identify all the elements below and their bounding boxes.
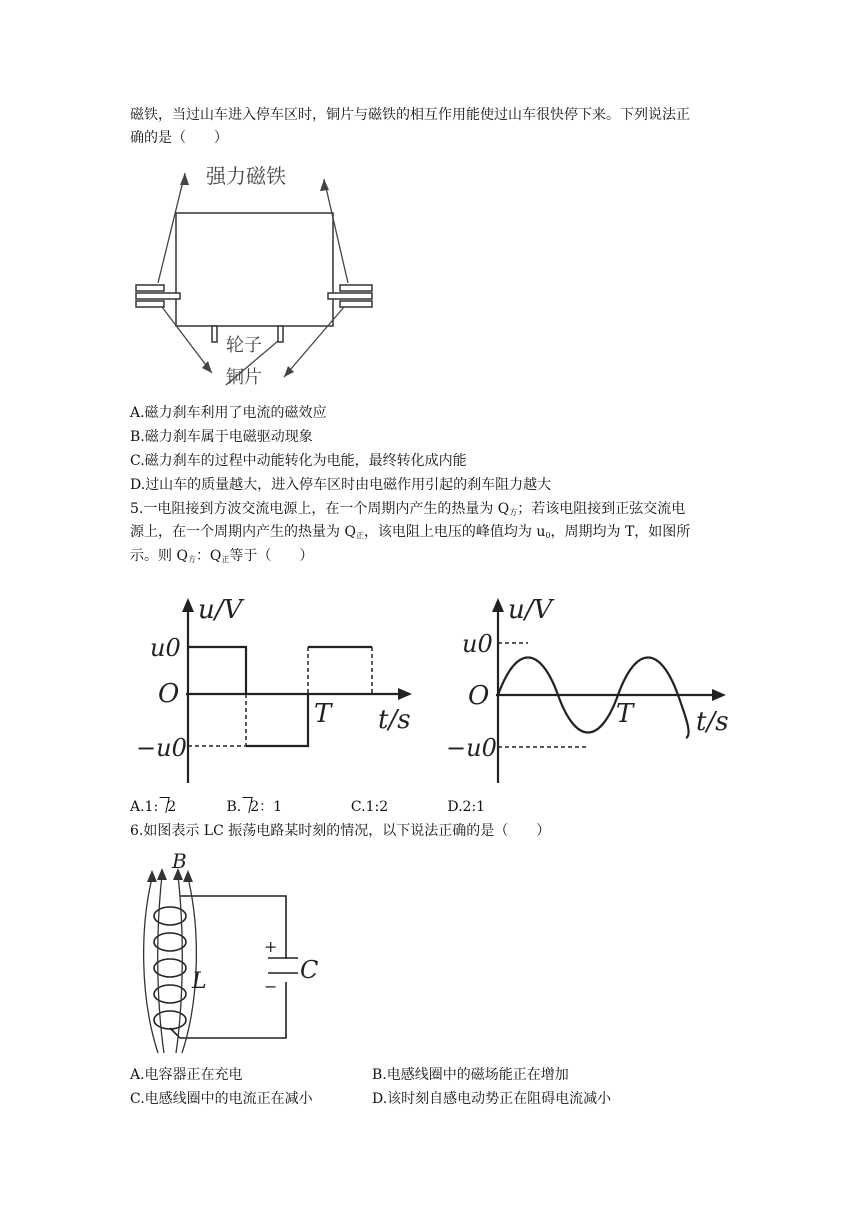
label-l: L (192, 969, 207, 994)
sine-label-neg-u0: −u0 (446, 734, 497, 762)
sine-axis-u: u/V (508, 595, 553, 625)
minus-sign: − (264, 977, 278, 996)
q5-stem-1b: ；若该电阻接到正弦交流电 (517, 501, 686, 517)
q5-option-a-root: 2 (167, 799, 177, 815)
q5-option-b-prefix: B. (226, 799, 242, 815)
q5-option-b-root: 2 (250, 799, 260, 815)
q4-stem-line1: 磁铁，当过山车进入停车区时，铜片与磁铁的相互作用能使过山车很快停下来。下列说法正 (130, 107, 690, 123)
q5-option-a (130, 796, 222, 818)
q5-options-row (130, 796, 485, 818)
q5-sub-fang-2: 方 (187, 555, 196, 564)
square-label-period: T (314, 699, 332, 729)
q5-stem-3b: ：Q (195, 548, 222, 564)
square-axis-u: u/V (198, 595, 243, 625)
q5-stem-2b: ，该电阻上电压的峰值均为 u (363, 524, 546, 540)
q5-stem-3a: 示。则 Q (130, 548, 188, 564)
label-b: B (172, 849, 187, 873)
square-label-u0: u0 (150, 634, 181, 662)
q6-option-d: D.该时刻自感电动势正在阻碍电流减小 (372, 1091, 612, 1107)
q5-option-a-prefix: A.1: (130, 799, 159, 815)
q4-stem-line2: 确的是（ ） (130, 130, 228, 146)
q5-sub-zheng: 正 (355, 531, 364, 540)
sqrt-symbol (158, 796, 176, 818)
copper-label: 铜片 (226, 367, 262, 388)
q5-stem-2a: 源上，在一个周期内产生的热量为 Q (130, 524, 356, 540)
q4-option-a: A.磁力刹车利用了电流的磁效应 (130, 405, 327, 421)
q4-option-d: D.过山车的质量越大，进入停车区时由电磁作用引起的刹车阻力越大 (130, 477, 552, 493)
q4-option-b: B.磁力刹车属于电磁驱动现象 (130, 429, 313, 445)
lc-circuit-figure (130, 848, 330, 1058)
q6-option-c: C.电感线圈中的电流正在减小 (130, 1091, 313, 1107)
q5-stem-3c: 等于（ ） (229, 548, 314, 564)
q5-stem-line3 (130, 545, 313, 571)
q5-stem-line2 (130, 521, 690, 547)
q5-stem-2c: ，周期均为 T，如图所 (550, 524, 691, 540)
q5-sub-zheng-2: 正 (221, 555, 230, 564)
wheel-label: 轮子 (226, 335, 262, 356)
square-axis-t: t/s (378, 705, 411, 735)
sine-label-origin: O (468, 681, 490, 711)
q5-stem-1a: 5.一电阻接到方波交流电源上，在一个周期内产生的热量为 Q (130, 501, 510, 517)
sine-axis-t: t/s (696, 707, 729, 737)
sqrt-symbol (241, 796, 259, 818)
q5-option-b-suffix: ：1 (259, 799, 283, 815)
q6-option-a: A.电容器正在充电 (130, 1067, 243, 1083)
plus-sign: + (264, 937, 278, 956)
square-wave-figure (128, 588, 428, 788)
magnetic-brake-figure (128, 155, 378, 395)
q5-sub-zero: 0 (545, 531, 551, 540)
square-label-origin: O (158, 679, 180, 709)
q4-option-c: C.磁力刹车的过程中动能转化为电能，最终转化成内能 (130, 453, 467, 469)
sine-label-period: T (616, 699, 634, 729)
q6-option-b: B.电感线圈中的磁场能正在增加 (372, 1067, 569, 1083)
label-c: C (300, 956, 319, 984)
q5-sub-fang: 方 (509, 508, 518, 517)
magnet-label: 强力磁铁 (206, 164, 286, 188)
q6-stem: 6.如图表示 LC 振荡电路某时刻的情况，以下说法正确的是（ ） (130, 823, 551, 839)
q5-option-c: C.1:2 (350, 799, 389, 815)
sine-wave-figure (440, 588, 740, 788)
sine-label-u0: u0 (462, 630, 493, 658)
q5-option-d: D.2:1 (447, 799, 486, 815)
q5-option-b (226, 796, 346, 818)
square-label-neg-u0: −u0 (136, 734, 187, 762)
